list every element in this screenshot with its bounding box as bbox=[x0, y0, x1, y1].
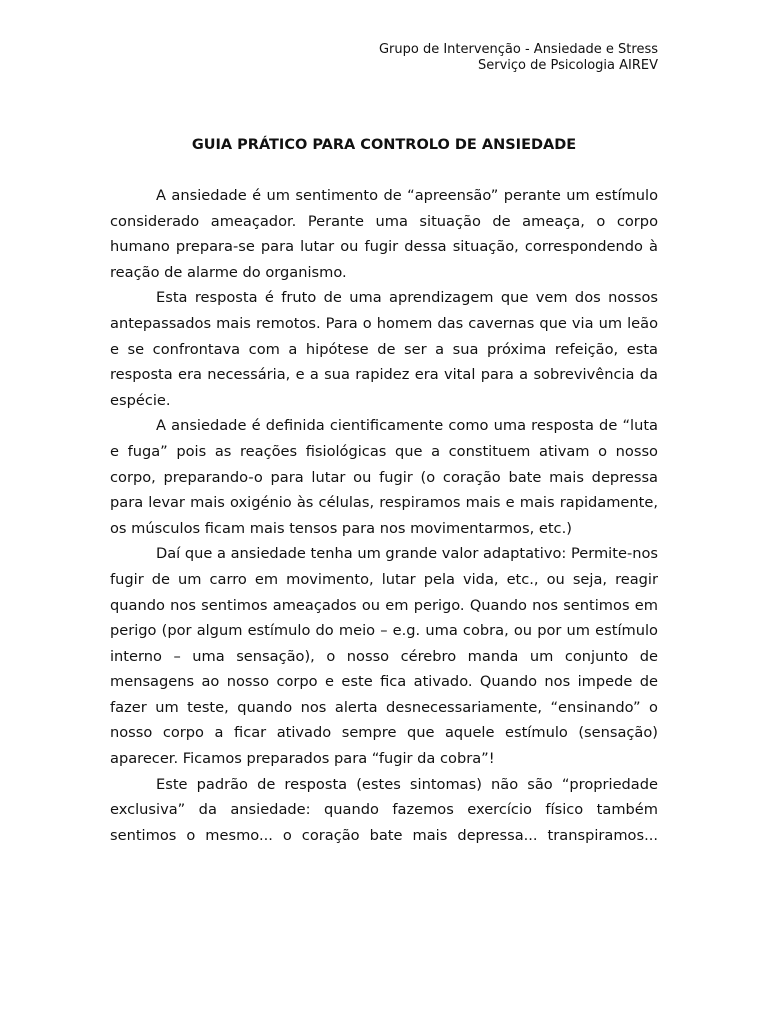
header-group-name: Grupo de Intervenção - Ansiedade e Stress bbox=[378, 42, 658, 57]
document-title: GUIA PRÁTICO PARA CONTROLO DE ANSIEDADE bbox=[191, 137, 577, 153]
paragraph-2: Esta resposta é fruto de uma aprendizagem que vem dos nossos antepassados mais remotos. Para o homem das cavernas que via um leão e se confrontava com a hipótese de ser a sua próxima refeição, esta resposta era necessária, e a sua rapidez era vital para a sobrevivência da espécie. bbox=[110, 289, 658, 409]
document-body bbox=[110, 183, 658, 848]
paragraph-5: Este padrão de resposta (estes sintomas) não são “propriedade exclusiva” da ansiedade: quando fazemos exercício físico também sentimos o mesmo... o coração bate mais depressa... transpiramos... bbox=[110, 775, 658, 844]
paragraph-1: A ansiedade é um sentimento de “apreensão” perante um estímulo considerado ameaçador. Perante uma situação de ameaça, o corpo humano prepara-se para lutar ou fugir dessa situação, correspondendo à reação de alarme do organismo. bbox=[110, 187, 658, 281]
header-service-name: Serviço de Psicologia AIREV bbox=[477, 58, 658, 73]
paragraph-3: A ansiedade é definida cientificamente como uma resposta de “luta e fuga” pois as reações fisiológicas que a constituem ativam o nosso corpo, preparando-o para lutar ou fugir (o coração bate mais depressa para levar mais oxigénio às células, respiramos mais e mais rapidamente, os músculos ficam mais tensos para nos movimentarmos, etc.) bbox=[110, 417, 658, 537]
paragraph-4: Daí que a ansiedade tenha um grande valor adaptativo: Permite-nos fugir de um carro em movimento, lutar pela vida, etc., ou seja, reagir quando nos sentimos ameaçados ou em perigo. Quando nos sentimos em perigo (por algum estímulo do meio – e.g. uma cobra, ou por um estímulo interno – uma sensação), o nosso cérebro manda um conjunto de mensagens ao nosso corpo e este fica ativado. Quando nos impede de fazer um teste, quando nos alerta desnecessariamente, “ensinando” o nosso corpo a ficar ativado sempre que aquele estímulo (sensação) aparecer. Ficamos preparados para “fugir da cobra”! bbox=[110, 545, 658, 768]
page-header bbox=[379, 42, 658, 74]
